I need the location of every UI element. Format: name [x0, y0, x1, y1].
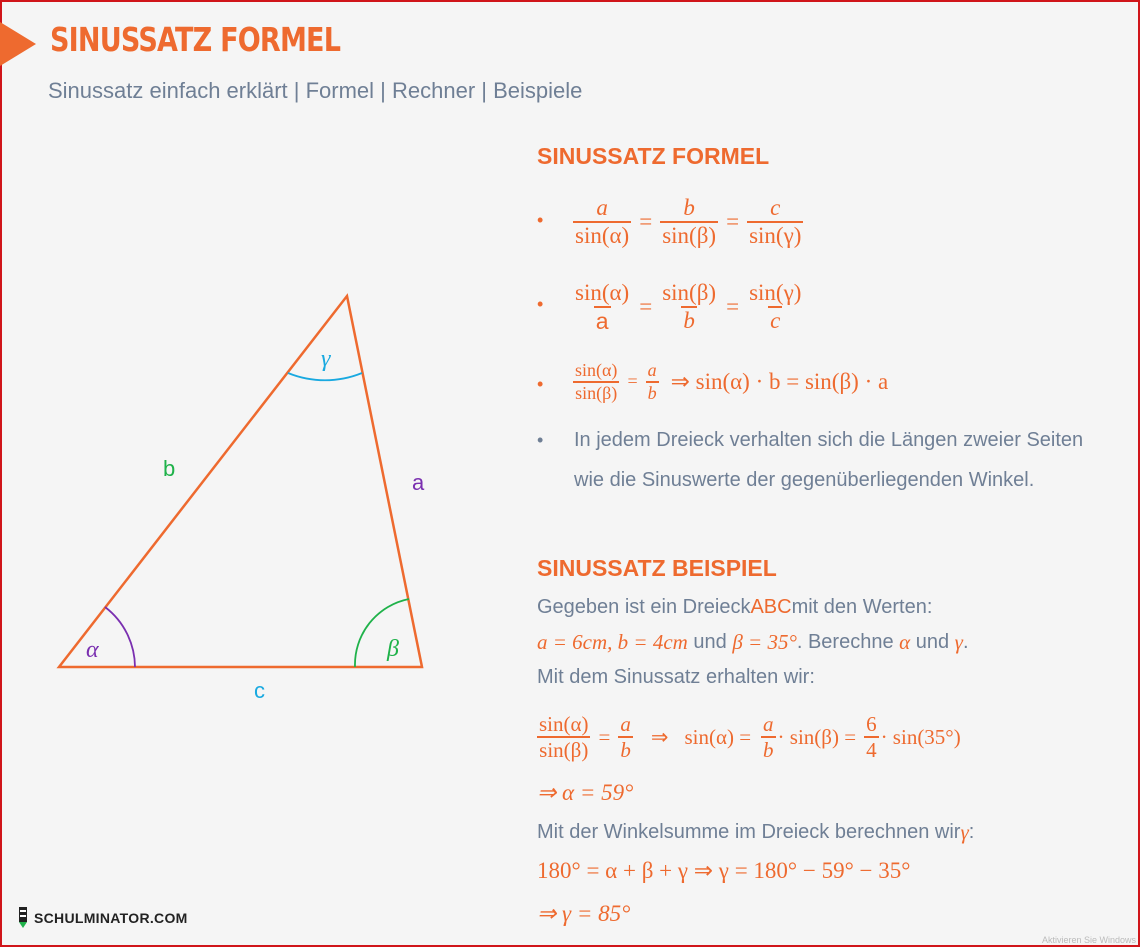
triangle-edges: [59, 296, 422, 667]
formula-1: $\frac{a}{\sin(\alpha)}$ = $\frac{b}{\sin(\beta)}$ = $\frac{c}{\sin(\gamma)}$: [575, 195, 802, 249]
formula-3: $\frac{\sin(\alpha)}{\sin(\beta)}$ = $\frac{a}{b}$ ⇒ sin(α) · b = sin(β) · a: [575, 360, 889, 403]
alpha-arc: [105, 607, 135, 667]
bullet-4: •: [537, 430, 544, 450]
bullet-3: •: [537, 374, 544, 394]
beta-arc: [355, 599, 409, 667]
page-title: SINUSSATZ FORMEL: [50, 20, 341, 59]
pencil-icon: [18, 907, 28, 929]
schulminator-logo[interactable]: [18, 907, 188, 929]
beispiel-line2: a = 6cm, b = 4cm und β = 35° . Berechne α und γ .: [537, 630, 969, 654]
logo-text: SCHULMINATOR.COM: [34, 910, 188, 926]
gamma-arc: [288, 373, 362, 380]
watermark: Aktivieren Sie Windows: [1041, 935, 1136, 945]
formel-heading: SINUSSATZ FORMEL: [537, 143, 770, 169]
result-gamma: ⇒ γ = 85°: [537, 901, 631, 926]
side-c-label: c: [254, 678, 265, 703]
result-alpha: ⇒ α = 59°: [537, 780, 634, 805]
bullet-2: •: [537, 294, 544, 314]
bullet-1: •: [537, 210, 544, 230]
page-subtitle: Sinussatz einfach erklärt | Formel | Rechner | Beispiele: [48, 78, 583, 103]
beispiel-winkelsumme: Mit der Winkelsumme im Dreieck berechnen wir γ :: [537, 820, 975, 844]
beispiel-calculation: $\frac{\sin(\alpha)}{\sin(\beta)}$ = $\frac{a}{b}$ ⇒ sin(α) = $\frac{a}{b}$ · sin(β) = $\frac{6}{4}$ · sin(35°): [539, 712, 961, 763]
formel-text-line2: wie die Sinuswerte der gegenüberliegenden Winkel.: [574, 469, 1035, 491]
gamma-label: γ: [321, 346, 331, 372]
formel-text-line1: In jedem Dreieck verhalten sich die Längen zweier Seiten: [574, 429, 1084, 451]
side-b-label: b: [163, 456, 176, 481]
side-a-label: a: [412, 470, 425, 495]
beispiel-heading: SINUSSATZ BEISPIEL: [537, 555, 777, 581]
beispiel-line1: Gegeben ist ein Dreieck ABC mit den Werten:: [537, 596, 933, 618]
beispiel-line3: Mit dem Sinussatz erhalten wir:: [537, 666, 815, 688]
formula-2: $\frac{\sin(\alpha)}{a}$ = $\frac{\sin(\beta)}{b}$ = $\frac{\sin(\gamma)}{c}$: [575, 280, 802, 335]
triangle-diagram: [0, 0, 520, 720]
beta-label: β: [387, 636, 399, 662]
angle-sum: 180° = α + β + γ ⇒ γ = 180° − 59° − 35°: [537, 858, 911, 883]
alpha-label: α: [86, 637, 99, 663]
